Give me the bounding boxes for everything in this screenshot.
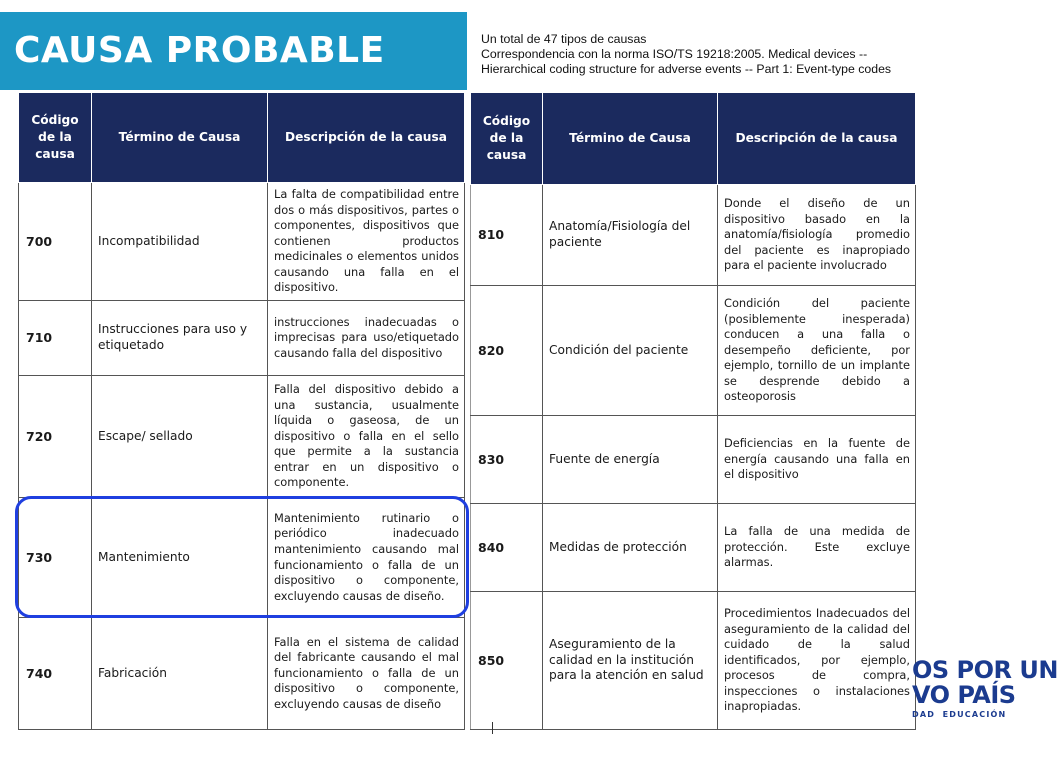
cause-description: Falla del dispositivo debido a una sustancia, usualmente líquida o gaseosa, de un dispositivo o falla en el sello que permite a la sustancia entrar en un dispositivo o componente. [268, 376, 465, 498]
cause-code: 850 [471, 592, 543, 730]
header-code-line: causa [35, 147, 75, 161]
table-row [471, 504, 916, 592]
cause-term: Medidas de protección [543, 504, 718, 592]
table-row [19, 498, 465, 618]
cause-term: Fabricación [92, 618, 268, 730]
cause-description: Condición del paciente (posiblemente inesperada) conducen a una falla o desempeño deficiente, por ejemplo, tornillo de un implante se desprende debido a osteoporosis [718, 286, 916, 416]
header-code-line: de la [38, 130, 72, 144]
header-code [471, 93, 543, 185]
cause-term: Instrucciones para uso y etiquetado [92, 301, 268, 376]
header-description: Descripción de la causa [718, 93, 916, 185]
source-notes [481, 32, 1021, 77]
notes-line-1: Un total de 47 tipos de causas [481, 32, 647, 46]
page-title: CAUSA PROBABLE [0, 12, 467, 90]
notes-line-2: Correspondencia con la norma ISO/TS 19218:2005. Medical devices -- [481, 47, 868, 61]
slogan-line-1: OS POR UN [912, 656, 1058, 684]
header-code-line: Código [482, 114, 531, 128]
cause-term: Aseguramiento de la calidad en la institución para la atención en salud [543, 592, 718, 730]
cause-description: La falla de una medida de protección. Este excluye alarmas. [718, 504, 916, 592]
cause-code: 720 [19, 376, 92, 498]
cause-description: Procedimientos Inadecuados del aseguramiento de la calidad del cuidado de la salud identificados, por ejemplo, procesos de compra, inspecciones o instalaciones inapropiadas. [718, 592, 916, 730]
header-code-line: causa [486, 148, 527, 162]
table-row [19, 183, 465, 301]
cause-term: Condición del paciente [543, 286, 718, 416]
cause-code: 830 [471, 416, 543, 504]
cause-description: Donde el diseño de un dispositivo basado en la anatomía/fisiología promedio del paciente es inapropiado para el paciente involucrado [718, 185, 916, 286]
header-code-line: Código [31, 113, 79, 127]
cause-code: 700 [19, 183, 92, 301]
table-row [471, 286, 916, 416]
header-term: Término de Causa [92, 93, 268, 183]
header-code-line: de la [489, 131, 524, 145]
table-row [19, 618, 465, 730]
cause-term: Anatomía/Fisiología del paciente [543, 185, 718, 286]
cause-code: 810 [471, 185, 543, 286]
table-row [471, 416, 916, 504]
causes-table-left [18, 92, 465, 730]
cause-code: 820 [471, 286, 543, 416]
cause-description: Deficiencias en la fuente de energía causando una falla en el dispositivo [718, 416, 916, 504]
notes-line-3: Hierarchical coding structure for adverse events -- Part 1: Event-type codes [481, 62, 892, 76]
cause-code: 740 [19, 618, 92, 730]
table-row [471, 185, 916, 286]
divider [492, 722, 493, 734]
table-row [19, 301, 465, 376]
cause-term: Fuente de energía [543, 416, 718, 504]
table-row [19, 376, 465, 498]
slogan-line-2: VO PAÍS [912, 681, 1016, 709]
table-row [471, 592, 916, 730]
header-description: Descripción de la causa [268, 93, 465, 183]
table-header-row [19, 93, 465, 183]
slogan-line-3 [912, 710, 1006, 719]
causes-table-right [470, 92, 916, 730]
slogan-word: DAD [912, 710, 936, 719]
cause-code: 710 [19, 301, 92, 376]
cause-description: La falta de compatibilidad entre dos o más dispositivos, partes o componentes, dispositivos que contienen productos medicinales o elementos unidos causando una falla en el dispositivo. [268, 183, 465, 301]
cause-term: Escape/ sellado [92, 376, 268, 498]
slogan-logo [912, 656, 1058, 727]
cause-term: Mantenimiento [92, 498, 268, 618]
header-code [19, 93, 92, 183]
cause-description: Falla en el sistema de calidad del fabricante causando el mal funcionamiento o falla de un dispositivo o componente, excluyendo causas de diseño [268, 618, 465, 730]
header-term: Término de Causa [543, 93, 718, 185]
cause-code: 730 [19, 498, 92, 618]
cause-description: instrucciones inadecuadas o imprecisas para uso/etiquetado causando falla del dispositivo [268, 301, 465, 376]
cause-description: Mantenimiento rutinario o periódico inadecuado mantenimiento causando mal funcionamiento o falla de un dispositivo o componente, excluyendo causas de diseño. [268, 498, 465, 618]
cause-term: Incompatibilidad [92, 183, 268, 301]
slogan-word: EDUCACIÓN [942, 710, 1007, 719]
cause-code: 840 [471, 504, 543, 592]
table-header-row [471, 93, 916, 185]
